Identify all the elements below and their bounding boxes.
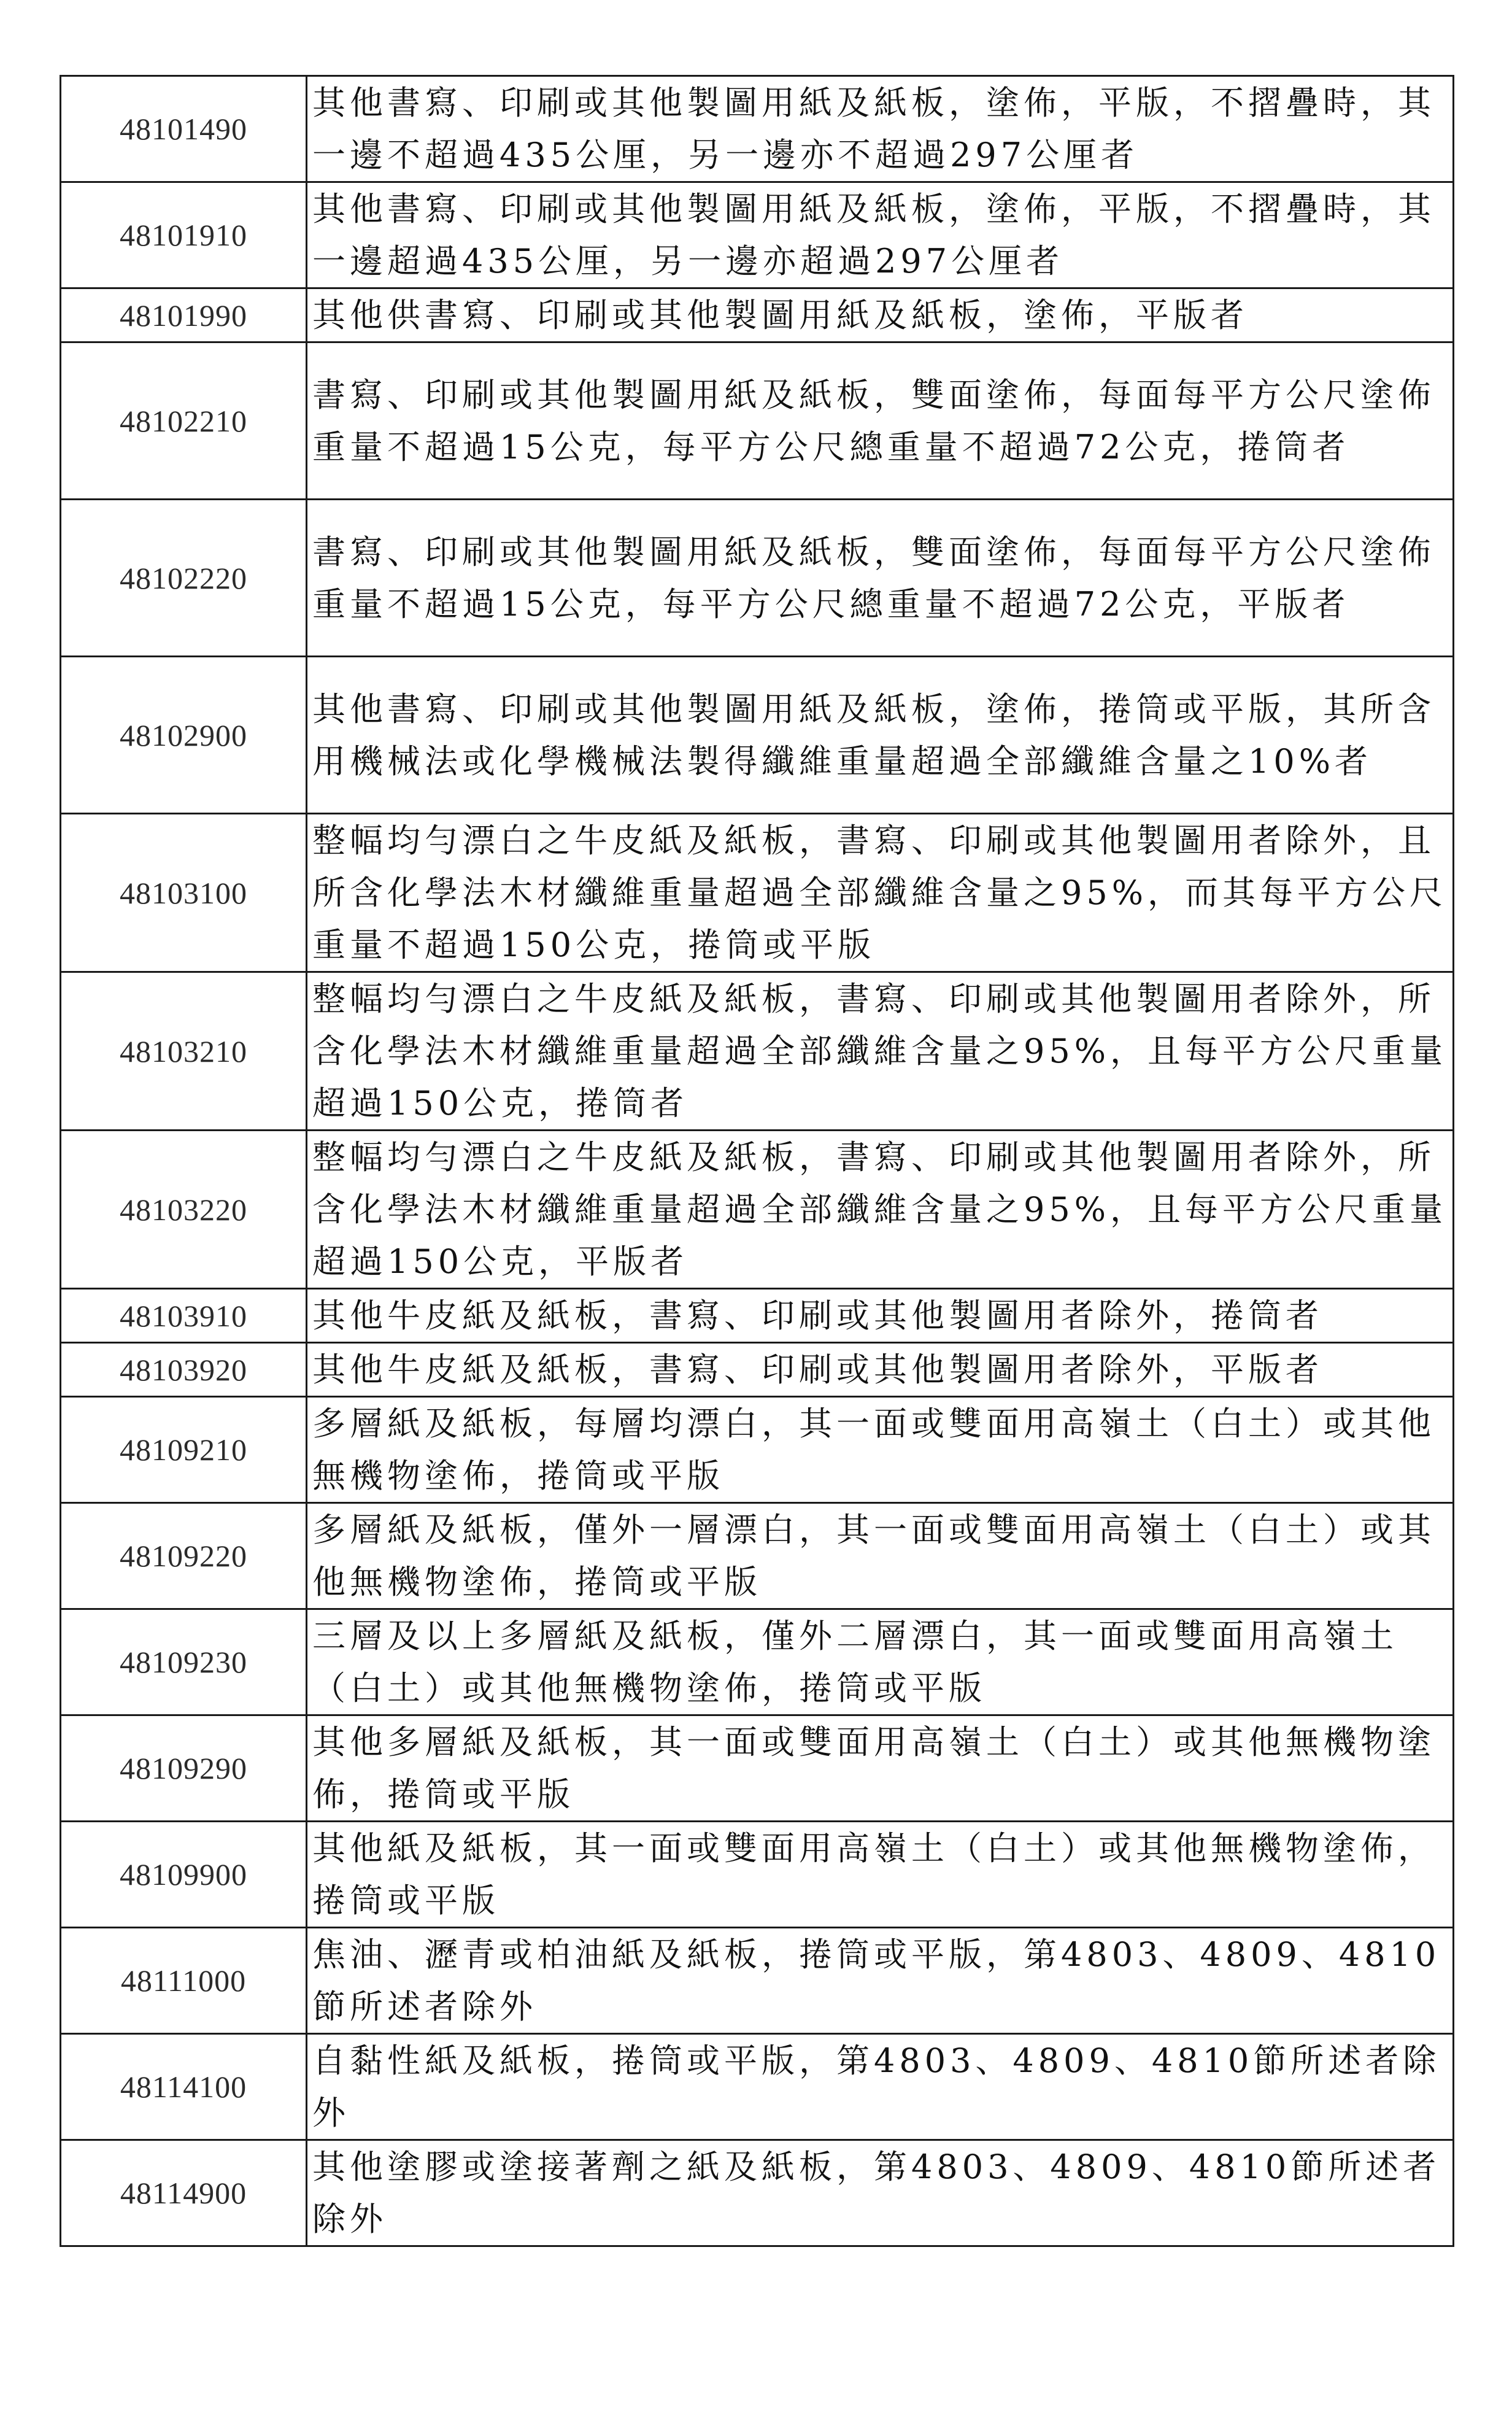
tariff-code-cell: 48114900 (61, 2140, 307, 2246)
table-row (61, 1289, 1454, 1343)
tariff-code-cell: 48109290 (61, 1715, 307, 1822)
description-text: 其他紙及紙板，其一面或雙面用高嶺土（白土）或其他無機物塗佈，捲筒或平版 (312, 1829, 1435, 1920)
table-row (61, 1343, 1454, 1397)
description-cell (307, 814, 1454, 972)
description-text: 其他供書寫、印刷或其他製圖用紙及紙板，塗佈，平版者 (312, 296, 1248, 334)
tariff-code-cell: 48103220 (61, 1131, 307, 1289)
description-cell (307, 1131, 1454, 1289)
description-text: 其他書寫、印刷或其他製圖用紙及紙板，塗佈，捲筒或平版，其所含用機械法或化學機械法製得纖維重量超過全部纖維含量之10%者 (312, 689, 1435, 781)
tariff-code-cell: 48101490 (61, 76, 307, 182)
description-text: 其他書寫、印刷或其他製圖用紙及紙板，塗佈，平版，不摺疊時，其一邊超過435公厘，另一邊亦超過297公厘者 (312, 190, 1435, 280)
description-text: 其他塗膠或塗接著劑之紙及紙板，第4803、4809、4810節所述者除外 (312, 2148, 1441, 2238)
description-cell (307, 342, 1454, 500)
tariff-code-cell: 48109220 (61, 1503, 307, 1609)
description-text: 書寫、印刷或其他製圖用紙及紙板，雙面塗佈，每面每平方公尺塗佈重量不超過15公克，每平方公尺總重量不超過72公克，平版者 (312, 532, 1435, 624)
table-row (61, 972, 1454, 1131)
description-text: 焦油、瀝青或柏油紙及紙板，捲筒或平版，第4803、4809、4810節所述者除外 (312, 1935, 1441, 2026)
tariff-code-cell: 48102900 (61, 657, 307, 814)
description-text: 其他牛皮紙及紙板，書寫、印刷或其他製圖用者除外，平版者 (312, 1350, 1323, 1389)
tariff-table (60, 75, 1454, 2247)
tariff-code-cell: 48101990 (61, 288, 307, 342)
table-row (61, 1609, 1454, 1715)
tariff-code-cell: 48102210 (61, 342, 307, 500)
description-cell (307, 657, 1454, 814)
tariff-code-cell: 48101910 (61, 182, 307, 288)
description-cell (307, 76, 1454, 182)
table-row (61, 1131, 1454, 1289)
table-row (61, 1822, 1454, 1928)
description-text: 書寫、印刷或其他製圖用紙及紙板，雙面塗佈，每面每平方公尺塗佈重量不超過15公克，每平方公尺總重量不超過72公克，捲筒者 (312, 375, 1435, 466)
description-cell (307, 500, 1454, 657)
tariff-code-cell: 48103920 (61, 1343, 307, 1397)
tariff-table-body (61, 76, 1454, 2246)
description-cell (307, 1289, 1454, 1343)
table-row (61, 1397, 1454, 1503)
table-row (61, 2140, 1454, 2246)
table-row (61, 2034, 1454, 2140)
table-row (61, 342, 1454, 500)
description-text: 三層及以上多層紙及紙板，僅外二層漂白，其一面或雙面用高嶺土（白土）或其他無機物塗佈，捲筒或平版 (312, 1617, 1398, 1707)
tariff-code-cell: 48109210 (61, 1397, 307, 1503)
tariff-code-cell: 48102220 (61, 500, 307, 657)
table-row (61, 657, 1454, 814)
tariff-code-cell: 48109900 (61, 1822, 307, 1928)
description-cell (307, 2034, 1454, 2140)
description-cell (307, 182, 1454, 288)
description-text: 多層紙及紙板，僅外一層漂白，其一面或雙面用高嶺土（白土）或其他無機物塗佈，捲筒或平版 (312, 1510, 1435, 1601)
table-row (61, 182, 1454, 288)
description-text: 其他多層紙及紙板，其一面或雙面用高嶺土（白土）或其他無機物塗佈，捲筒或平版 (312, 1723, 1435, 1814)
tariff-code-cell: 48114100 (61, 2034, 307, 2140)
description-cell (307, 972, 1454, 1131)
table-row (61, 288, 1454, 342)
description-text: 整幅均勻漂白之牛皮紙及紙板，書寫、印刷或其他製圖用者除外，且所含化學法木材纖維重量超過全部纖維含量之95%，而其每平方公尺重量不超過150公克，捲筒或平版 (312, 821, 1448, 964)
description-cell (307, 1715, 1454, 1822)
description-cell (307, 1928, 1454, 2034)
description-text: 自黏性紙及紙板，捲筒或平版，第4803、4809、4810節所述者除外 (312, 2041, 1441, 2132)
table-row (61, 76, 1454, 182)
table-row (61, 1928, 1454, 2034)
description-text: 其他書寫、印刷或其他製圖用紙及紙板，塗佈，平版，不摺疊時，其一邊不超過435公厘，另一邊亦不超過297公厘者 (312, 83, 1435, 174)
description-text: 其他牛皮紙及紙板，書寫、印刷或其他製圖用者除外，捲筒者 (312, 1296, 1323, 1335)
tariff-code-cell: 48103910 (61, 1289, 307, 1343)
description-text: 整幅均勻漂白之牛皮紙及紙板，書寫、印刷或其他製圖用者除外，所含化學法木材纖維重量超過全部纖維含量之95%，且每平方公尺重量超過150公克，捲筒者 (312, 980, 1448, 1123)
table-row (61, 1503, 1454, 1609)
tariff-code-cell: 48103210 (61, 972, 307, 1131)
tariff-code-cell: 48103100 (61, 814, 307, 972)
description-cell (307, 1343, 1454, 1397)
description-cell (307, 2140, 1454, 2246)
description-cell (307, 1503, 1454, 1609)
tariff-code-cell: 48109230 (61, 1609, 307, 1715)
table-row (61, 1715, 1454, 1822)
description-cell (307, 1609, 1454, 1715)
tariff-code-cell: 48111000 (61, 1928, 307, 2034)
description-cell (307, 1397, 1454, 1503)
description-text: 整幅均勻漂白之牛皮紙及紙板，書寫、印刷或其他製圖用者除外，所含化學法木材纖維重量超過全部纖維含量之95%，且每平方公尺重量超過150公克，平版者 (312, 1138, 1448, 1281)
description-cell (307, 288, 1454, 342)
description-cell (307, 1822, 1454, 1928)
description-text: 多層紙及紙板，每層均漂白，其一面或雙面用高嶺土（白土）或其他無機物塗佈，捲筒或平版 (312, 1404, 1435, 1495)
table-row (61, 500, 1454, 657)
table-row (61, 814, 1454, 972)
